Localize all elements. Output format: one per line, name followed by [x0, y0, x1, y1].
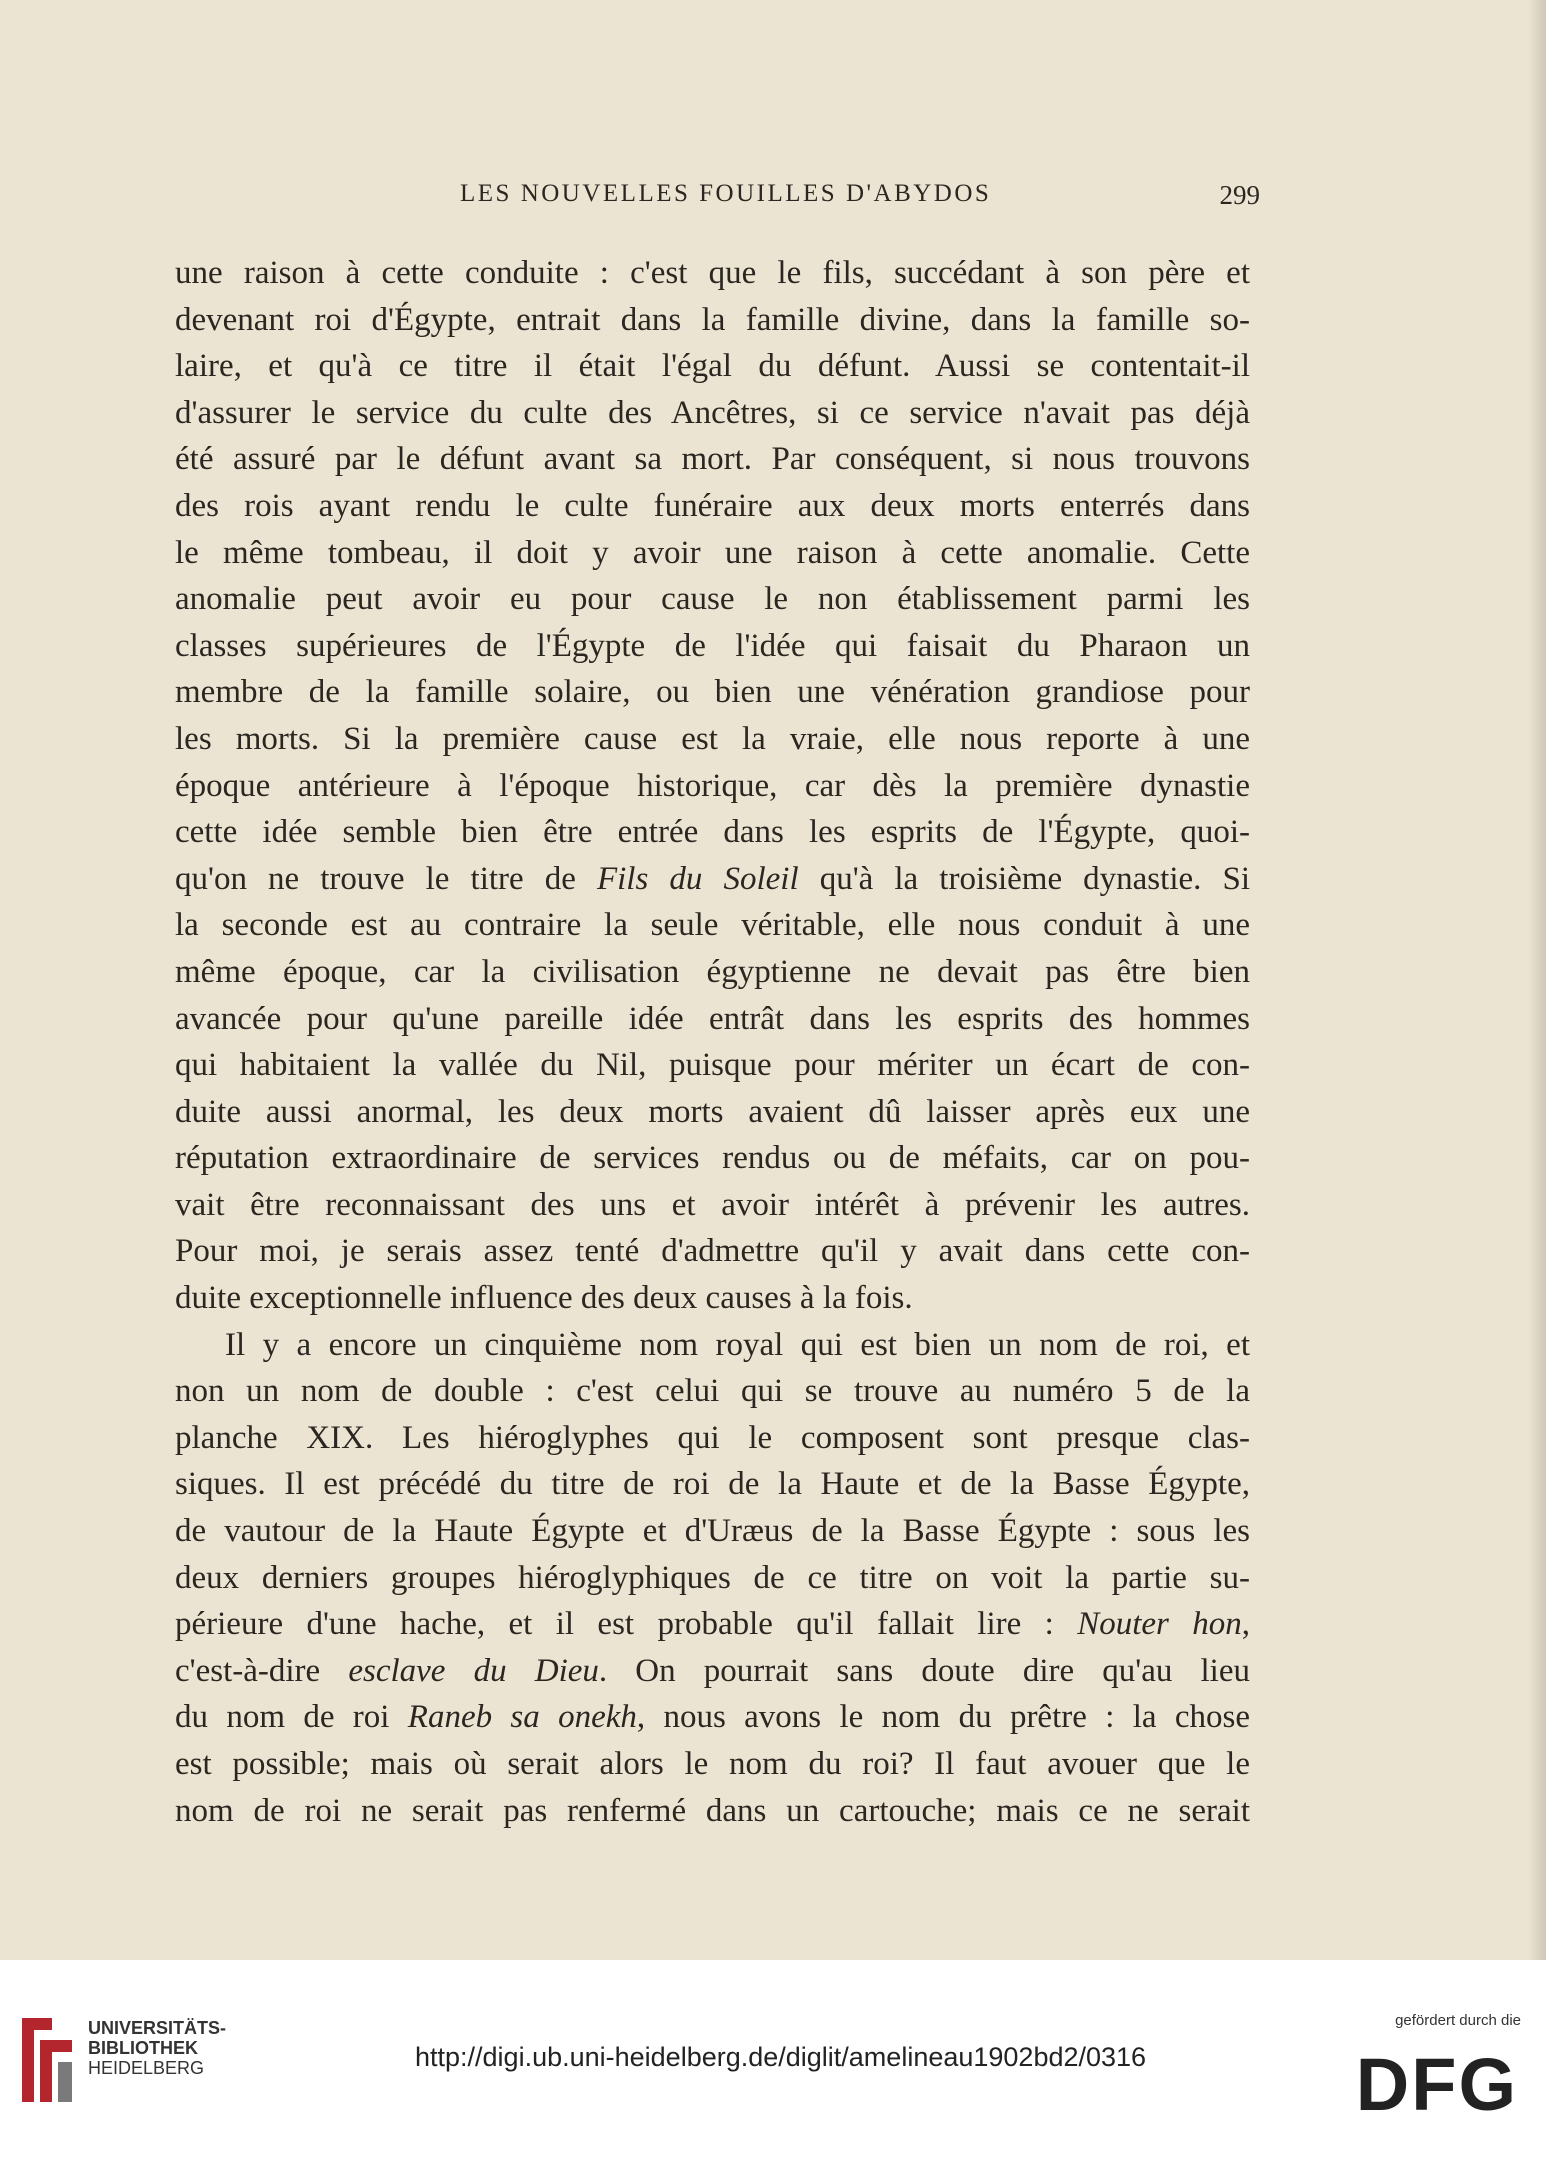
- text-line: classes supérieures de l'Égypte de l'idée qui faisait du Pharaon un: [175, 627, 1250, 664]
- text-line: deux derniers groupes hiéroglyphiques de ce titre on voit la partie su-: [175, 1559, 1250, 1596]
- text-line: non un nom de double : c'est celui qui se trouve au numéro 5 de la: [175, 1373, 1250, 1410]
- text-line: duite aussi anormal, les deux morts avaient dû laisser après eux une: [175, 1093, 1250, 1130]
- text-run: du nom de roi: [175, 1699, 408, 1736]
- page-number: 299: [1219, 180, 1260, 210]
- text-line: une raison à cette conduite : c'est que le fils, succédant à son père et: [175, 255, 1250, 291]
- italic-term: Nouter hon: [1077, 1606, 1242, 1643]
- text-line: d'assurer le service du culte des Ancêtres, si ce service n'avait pas déjà: [175, 394, 1250, 431]
- text-run: c'est-à-dire: [175, 1652, 349, 1689]
- text-line: époque antérieure à l'époque historique, car dès la première dynastie: [175, 767, 1250, 804]
- running-title: LES NOUVELLES FOUILLES D'ABYDOS: [460, 180, 992, 207]
- library-name-line: BIBLIOTHEK: [88, 2038, 198, 2058]
- text-line: devenant roi d'Égypte, entrait dans la famille divine, dans la famille so-: [175, 301, 1250, 338]
- text-run: . On pourrait sans doute dire qu'au lieu: [598, 1652, 1251, 1689]
- text-line: réputation extraordinaire de services rendus ou de méfaits, car on pou-: [175, 1140, 1250, 1177]
- text-line: cette idée semble bien être entrée dans les esprits de l'Égypte, quoi-: [175, 814, 1250, 851]
- text-line: [175, 1648, 1250, 1695]
- text-line: le même tombeau, il doit y avoir une raison à cette anomalie. Cette: [175, 534, 1250, 571]
- text-line: [175, 856, 1250, 903]
- text-line: la seconde est au contraire la seule véritable, elle nous conduit à une: [175, 907, 1250, 944]
- italic-term: esclave du Dieu: [348, 1652, 599, 1689]
- italic-title: Fils du Soleil: [596, 860, 799, 897]
- library-name-line: HEIDELBERG: [88, 2058, 205, 2078]
- text-line: duite exceptionnelle influence des deux causes à la fois.: [175, 1280, 913, 1317]
- text-line: planche XIX. Les hiéroglyphes qui le composent sont presque clas-: [175, 1419, 1250, 1456]
- permalink-url[interactable]: http://digi.ub.uni-heidelberg.de/diglit/amelineau1902bd2/0316: [415, 2042, 1147, 2072]
- text-run: qu'on ne trouve le titre de: [175, 860, 597, 897]
- text-run: ,: [1241, 1606, 1251, 1643]
- text-line: Il y a encore un cinquième nom royal qui est bien un nom de roi, et: [225, 1326, 1250, 1363]
- library-name-line: UNIVERSITÄTS-: [88, 2018, 227, 2038]
- text-line: laire, et qu'à ce titre il était l'égal du défunt. Aussi se contentait-il: [175, 348, 1250, 385]
- text-line: est possible; mais où serait alors le nom du roi? Il faut avouer que le: [175, 1746, 1250, 1782]
- text-line: [175, 1694, 1250, 1741]
- text-line: avancée pour qu'une pareille idée entrât dans les esprits des hommes: [175, 1000, 1250, 1037]
- library-name: [88, 2018, 226, 2078]
- text-line: été assuré par le défunt avant sa mort. Par conséquent, si nous trouvons: [175, 441, 1250, 478]
- text-line: vait être reconnaissant des uns et avoir intérêt à prévenir les autres.: [175, 1186, 1250, 1223]
- text-line: des rois ayant rendu le culte funéraire aux deux morts enterrés dans: [175, 487, 1250, 524]
- running-head: [200, 180, 1280, 220]
- text-line: [175, 1601, 1250, 1648]
- dfg-logo: DFG: [1355, 2043, 1518, 2126]
- text-line: même époque, car la civilisation égyptienne ne devait pas être bien: [175, 953, 1250, 990]
- body-text: [175, 250, 1250, 1834]
- text-line: membre de la famille solaire, ou bien une vénération grandiose pour: [175, 674, 1250, 711]
- text-line: Pour moi, je serais assez tenté d'admettre qu'il y avait dans cette con-: [175, 1233, 1250, 1270]
- text-line: de vautour de la Haute Égypte et d'Uræus de la Basse Égypte : sous les: [175, 1513, 1250, 1550]
- text-line: nom de roi ne serait pas renfermé dans un cartouche; mais ce ne serait: [175, 1792, 1250, 1829]
- italic-term: Raneb sa onekh: [407, 1699, 637, 1736]
- text-line: qui habitaient la vallée du Nil, puisque pour mériter un écart de con-: [175, 1047, 1250, 1084]
- ub-heidelberg-logo-icon: [18, 2010, 76, 2110]
- text-line: anomalie peut avoir eu pour cause le non établissement parmi les: [175, 581, 1250, 618]
- text-run: , nous avons le nom du prêtre : la chose: [636, 1699, 1250, 1736]
- text-run: qu'à la troisième dynastie. Si: [798, 860, 1250, 897]
- text-line: les morts. Si la première cause est la vraie, elle nous reporte à une: [175, 720, 1250, 757]
- text-run: périeure d'une hache, et il est probable qu'il fallait lire :: [175, 1606, 1078, 1643]
- text-line: siques. Il est précédé du titre de roi de la Haute et de la Basse Égypte,: [175, 1466, 1250, 1503]
- funding-caption: gefördert durch die: [1395, 2012, 1521, 2029]
